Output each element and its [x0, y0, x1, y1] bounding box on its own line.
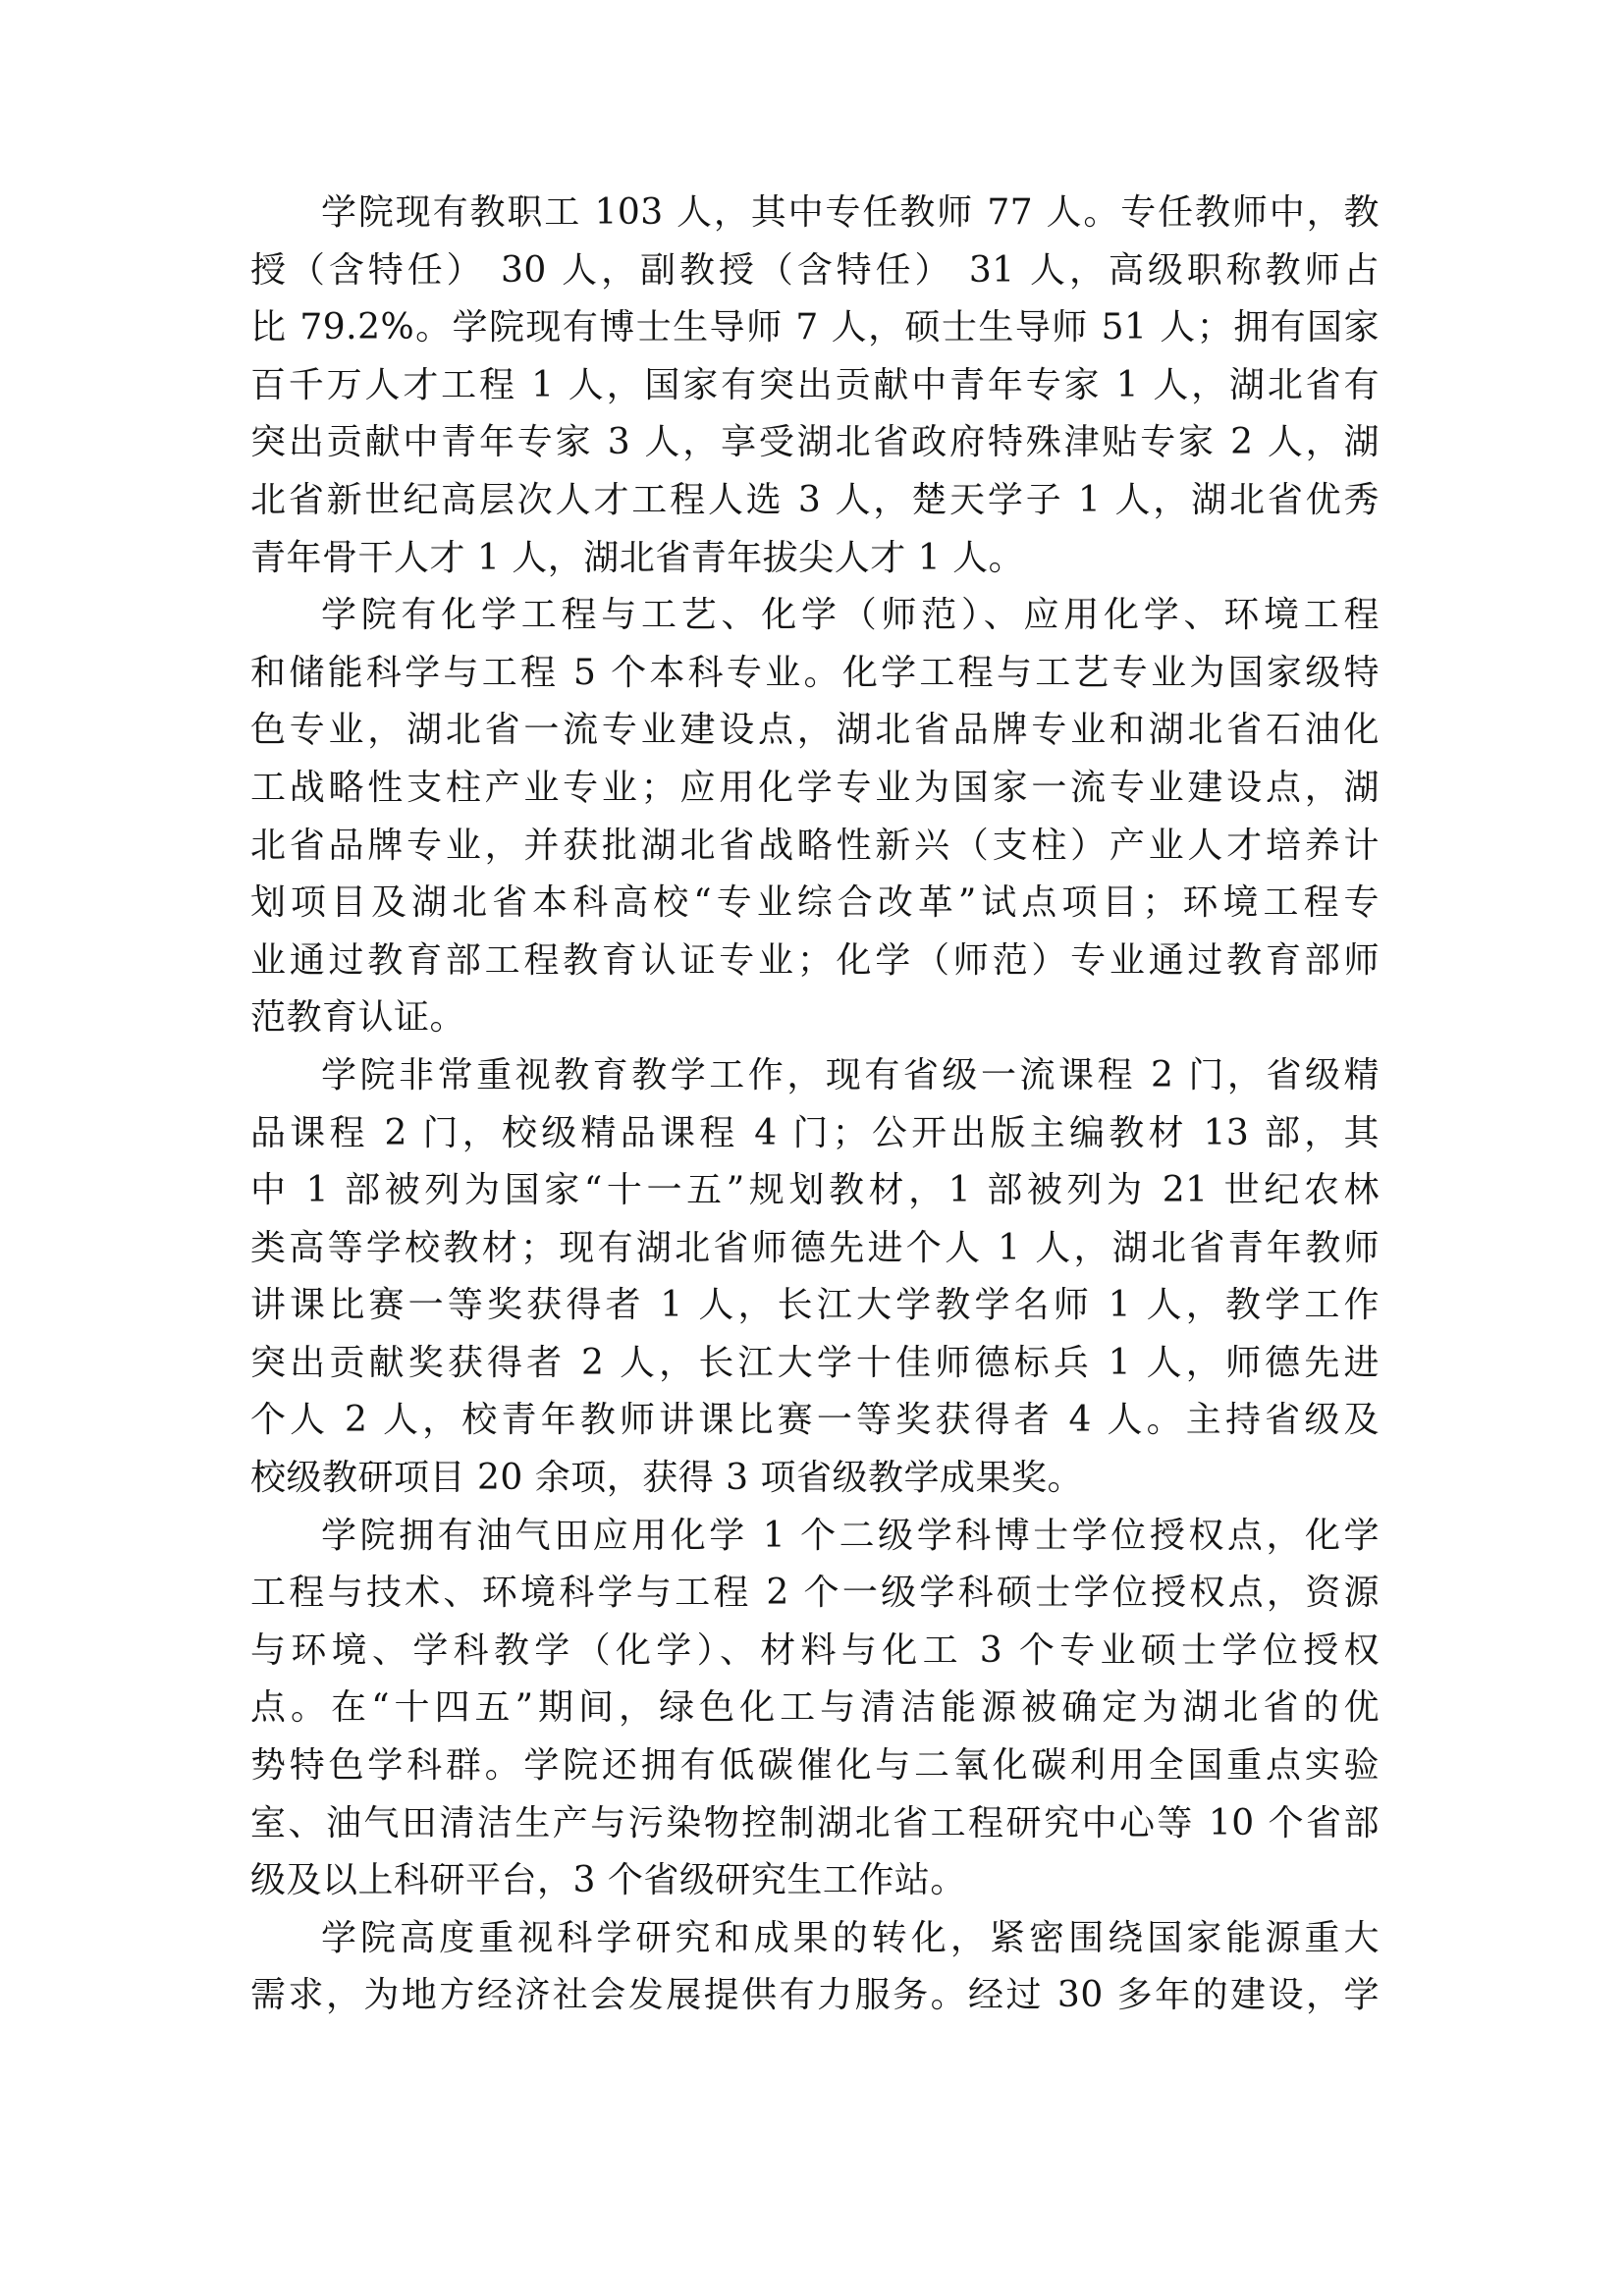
text-line: 范教育认证。 [250, 997, 466, 1039]
text-line: 势特色学科群。学院还拥有低碳催化与二氧化碳利用全国重点实验 [250, 1745, 1380, 1787]
text-line: 品课程 2 门，校级精品课程 4 门；公开出版主编教材 13 部，其 [250, 1112, 1380, 1153]
text-line: 工战略性支柱产业专业；应用化学专业为国家一流专业建设点，湖 [250, 767, 1380, 808]
text-line: 个人 2 人，校青年教师讲课比赛一等奖获得者 4 人。主持省级及 [250, 1400, 1380, 1441]
text-line: 学院拥有油气田应用化学 1 个二级学科博士学位授权点，化学 [321, 1515, 1380, 1556]
paragraph-degrees [250, 1508, 1380, 1910]
text-line: 北省新世纪高层次人才工程人选 3 人，楚天学子 1 人，湖北省优秀 [250, 479, 1380, 520]
text-line: 业通过教育部工程教育认证专业；化学（师范）专业通过教育部师 [250, 939, 1380, 981]
text-line: 突出贡献中青年专家 3 人，享受湖北省政府特殊津贴专家 2 人，湖 [250, 422, 1380, 463]
paragraph-research [250, 1910, 1380, 2025]
text-line: 室、油气田清洁生产与污染物控制湖北省工程研究中心等 10 个省部 [250, 1802, 1380, 1843]
text-line: 北省品牌专业，并获批湖北省战略性新兴（支柱）产业人才培养计 [250, 825, 1380, 866]
paragraph-majors [250, 587, 1380, 1047]
text-line: 学院非常重视教育教学工作，现有省级一流课程 2 门，省级精 [321, 1054, 1380, 1095]
text-line: 校级教研项目 20 余项，获得 3 项省级教学成果奖。 [250, 1458, 1083, 1499]
paragraph-teaching [250, 1047, 1380, 1508]
text-line: 和储能科学与工程 5 个本科专业。化学工程与工艺专业为国家级特 [250, 652, 1380, 693]
text-line: 类高等学校教材；现有湖北省师德先进个人 1 人，湖北省青年教师 [250, 1227, 1380, 1268]
text-line: 工程与技术、环境科学与工程 2 个一级学科硕士学位授权点，资源 [250, 1573, 1380, 1614]
text-line: 需求，为地方经济社会发展提供有力服务。经过 30 多年的建设，学 [250, 1975, 1380, 2016]
text-line: 学院高度重视科学研究和成果的转化，紧密围绕国家能源重大 [321, 1917, 1380, 1958]
text-line: 学院有化学工程与工艺、化学（师范）、应用化学、环境工程 [321, 595, 1380, 636]
document-body [250, 185, 1380, 2025]
text-line: 突出贡献奖获得者 2 人，长江大学十佳师德标兵 1 人，师德先进 [250, 1342, 1380, 1383]
text-line: 色专业，湖北省一流专业建设点，湖北省品牌专业和湖北省石油化 [250, 710, 1380, 751]
text-line: 学院现有教职工 103 人，其中专任教师 77 人。专任教师中，教 [321, 192, 1380, 233]
paragraph-faculty [250, 185, 1380, 587]
text-line: 讲课比赛一等奖获得者 1 人，长江大学教学名师 1 人，教学工作 [250, 1285, 1380, 1326]
text-line: 与环境、学科教学（化学）、材料与化工 3 个专业硕士学位授权 [250, 1629, 1380, 1671]
text-line: 划项目及湖北省本科高校“专业综合改革”试点项目；环境工程专 [250, 882, 1380, 924]
text-line: 中 1 部被列为国家“十一五”规划教材，1 部被列为 21 世纪农林 [250, 1170, 1380, 1211]
text-line: 比 79.2%。学院现有博士生导师 7 人，硕士生导师 51 人；拥有国家 [250, 307, 1380, 348]
text-line: 百千万人才工程 1 人，国家有突出贡献中青年专家 1 人，湖北省有 [250, 364, 1380, 405]
text-line: 青年骨干人才 1 人，湖北省青年拔尖人才 1 人。 [250, 537, 1025, 578]
text-line: 级及以上科研平台，3 个省级研究生工作站。 [250, 1860, 966, 1901]
text-line: 授（含特任） 30 人，副教授（含特任） 31 人，高级职称教师占 [250, 249, 1380, 291]
text-line: 点。在“十四五”期间，绿色化工与清洁能源被确定为湖北省的优 [250, 1687, 1380, 1729]
